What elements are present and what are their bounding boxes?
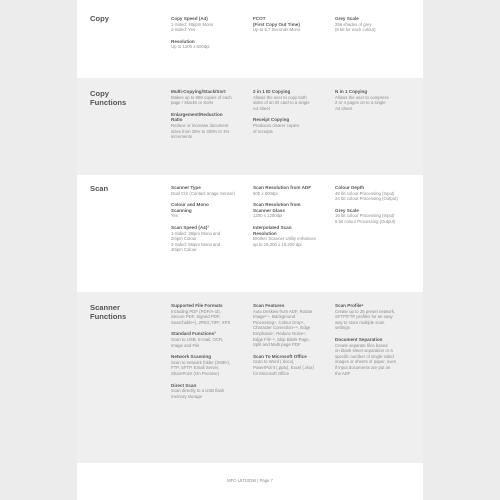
section-title: Scan [90,184,109,193]
section-scan [77,175,423,292]
spec-heading: Scan Speed (A4)³ [171,224,209,230]
spec-text: A4 sheet [253,105,270,111]
spec-text: Character Correction⁴·⁵, Edge [253,325,311,331]
spec-text: 2-Sided: 56ipm Mono and [171,241,221,247]
spec-heading: Scan Profile⁵ [335,303,364,308]
spec-text: Processing⁴, Colour Drop⁴, [253,319,305,325]
spec-text: 256 shades of grey [335,21,372,27]
spec-text: 1200 x 1200dpi [253,213,283,219]
spec-heading: Scan Resolution from [253,202,301,208]
spec-text: 600 x 600dpi [253,190,278,196]
spec-heading: Colour and Mono [171,202,209,208]
spec-item [171,89,251,106]
spec-heading: Scan To Microsoft Office [253,353,307,359]
spec-heading: (First Copy Out Time) [253,21,300,27]
spec-text: Brother Scanner Utility enhances [253,236,316,242]
spec-column [335,16,415,39]
spec-text: Split and Multi page PDF [253,342,301,348]
spec-item [171,202,251,219]
spec-text: increments [171,134,193,140]
spec-item [253,89,333,111]
spec-text: 16 bit colour Processing (Input) [335,213,395,219]
spec-text: on blank sheet separation or a [335,348,393,354]
spec-text: Scan to Word (.docx), [253,359,295,365]
spec-column [253,16,333,39]
spec-text: Makes up to 999 copies of each [171,94,232,100]
spec-heading: Resolution [253,230,277,236]
spec-heading: Receipt Copying [253,117,290,123]
spec-text: Reduce or increase document [171,122,229,128]
spec-heading: Network Scanning [171,354,212,360]
spec-heading: Scanner Type [171,185,201,190]
spec-item [253,117,333,134]
spec-text: Scan directly to a USB flash [171,388,225,394]
document-page [77,0,423,500]
spec-text: Secure PDF, Signed PDF, [171,314,221,320]
spec-text: 1-Sided: 38ipm Mono and [171,230,221,236]
spec-heading: Document Separation [335,336,383,342]
section-copy-functions [77,78,423,175]
spec-text: memory storage [171,393,203,399]
spec-item [335,16,415,33]
spec-heading: 2 in 1 ID Copying [253,89,291,94]
spec-heading: N in 1 Copying [335,89,368,94]
spec-item [171,112,251,140]
spec-item [171,303,251,325]
spec-text: Searchable⁴), JPEG,TIFF, XPS [171,319,231,325]
spec-column [171,16,251,56]
spec-item [335,303,415,331]
section-copy [77,0,423,78]
spec-heading: Direct Scan [171,382,197,388]
spec-column [171,89,251,146]
spec-column [335,185,415,231]
spec-heading: Scanner Glass [253,207,285,213]
spec-text: Create up to 25 preset network, [335,308,396,314]
spec-heading: Grey Scale [335,16,359,21]
spec-text: (8 bit for each colour) [335,27,376,33]
spec-heading: Resolution [171,38,195,44]
spec-item [253,202,333,219]
spec-text: 40ipm Colour [171,247,197,253]
spec-text: 48 bit colour Processing (Input) [335,190,395,196]
spec-text: Emphasis⁴, Reduce Noise⁴, [253,330,307,336]
spec-heading: Scan Features [253,303,285,308]
spec-column [253,89,333,140]
spec-text: specific number of single sided [335,353,394,359]
spec-text: page / Stacks or Sorts [171,100,214,106]
spec-heading: Grey Scale [335,207,359,213]
spec-text: 20ipm Colour [171,236,197,242]
spec-heading: Standard Functions³ [171,331,216,337]
spec-item [253,185,333,196]
spec-item [253,354,333,376]
spec-text: 2-Sided: Yes [171,27,196,33]
spec-text: for Microsoft Office [253,370,289,376]
spec-text: Produces clearer copies [253,122,300,128]
spec-text: the ADF [335,370,351,376]
spec-text: 24 bit colour Processing (Output) [335,196,398,202]
spec-item [171,39,251,50]
spec-heading: Copy Speed (A4) [171,16,208,21]
spec-item [171,225,251,253]
spec-text: Edge Fill⁴·⁵, Skip Blank Page, [253,336,310,342]
spec-heading: Colour Depth [335,185,365,190]
spec-heading: Multi-Copying/Stack/Sort [171,89,226,94]
spec-item [171,185,251,196]
spec-item [171,331,251,348]
spec-text: if input documents are put on [335,364,391,370]
spec-text: Image³·⁴, Background [253,314,295,320]
spec-heading: Ratio [171,117,183,123]
spec-text: Including PDF (PDF/A-1b, [171,308,221,314]
spec-text: way to store multiple scan [335,319,385,325]
spec-text: Image and File [171,342,200,348]
spec-item [335,89,415,111]
spec-item [335,185,415,202]
spec-text: Auto Deskew from ADF, Rotate [253,308,313,314]
spec-heading: Scan Resolution from ADF [253,185,312,190]
spec-column [253,185,333,253]
spec-text: Scan to USB, E-mail, OCR, [171,336,224,342]
spec-text: Allows the user to copy both [253,94,307,100]
spec-text: Yes [171,213,179,219]
section-title: Scanner Functions [90,303,127,321]
spec-item [171,383,251,400]
spec-heading: Interpolated Scan [253,224,292,230]
spec-column [171,303,251,405]
spec-item [335,337,415,376]
spec-item [171,16,251,33]
spec-text: Dual CIS (Contact Image Sensor) [171,190,236,196]
spec-column [335,89,415,117]
spec-heading: Supported File Formats [171,303,223,308]
spec-text: Allows the user to compress [335,94,389,100]
spec-item [171,354,251,376]
section-title: Copy [90,14,109,23]
spec-text: sides of an ID card to a single [253,100,310,106]
spec-column [335,303,415,382]
spec-text: sizes from 25% to 400% in 1% [171,128,230,134]
spec-text: 8 bit colour Processing (Output) [335,218,396,224]
spec-text: of receipts [253,128,273,134]
spec-heading: Scanning [171,207,192,213]
spec-text: PowerPoint (.pptx), Excel (.xlsx) [253,364,314,370]
spec-item [253,225,333,247]
spec-text: 1-Sided: 48ppm Mono [171,21,214,27]
spec-text: A4 sheet [335,105,352,111]
spec-text: Up to 1200 x 600dpi [171,44,210,50]
spec-heading: FCOT [253,16,266,21]
page-footer: MFC-L5710DW | Page 7 [227,478,273,483]
section-title: Copy Functions [90,89,127,107]
spec-text: settings [335,325,350,331]
spec-text: SharePoint (On Premise) [171,370,220,376]
spec-heading: Enlargement/Reduction [171,111,223,117]
spec-column [253,303,333,382]
spec-text: up to 19,200 x 19,200 dpi [253,241,302,247]
spec-item [335,208,415,225]
spec-text: images or sheets of paper, even [335,359,397,365]
spec-text: FTP, SFTP, Email Server, [171,365,220,371]
spec-text: Create separate files based [335,342,388,348]
spec-text: SFTP/FTP profiles for an easy [335,314,393,320]
section-scanner-functions [77,292,423,463]
spec-text: Scan to network folder (SMB⁴), [171,359,231,365]
spec-text: Up to 6.7 Seconds Mono [253,27,301,33]
spec-item [253,303,333,348]
spec-text: 2 or 4 pages on to a single [335,100,386,106]
spec-item [253,16,333,33]
spec-column [171,185,251,259]
